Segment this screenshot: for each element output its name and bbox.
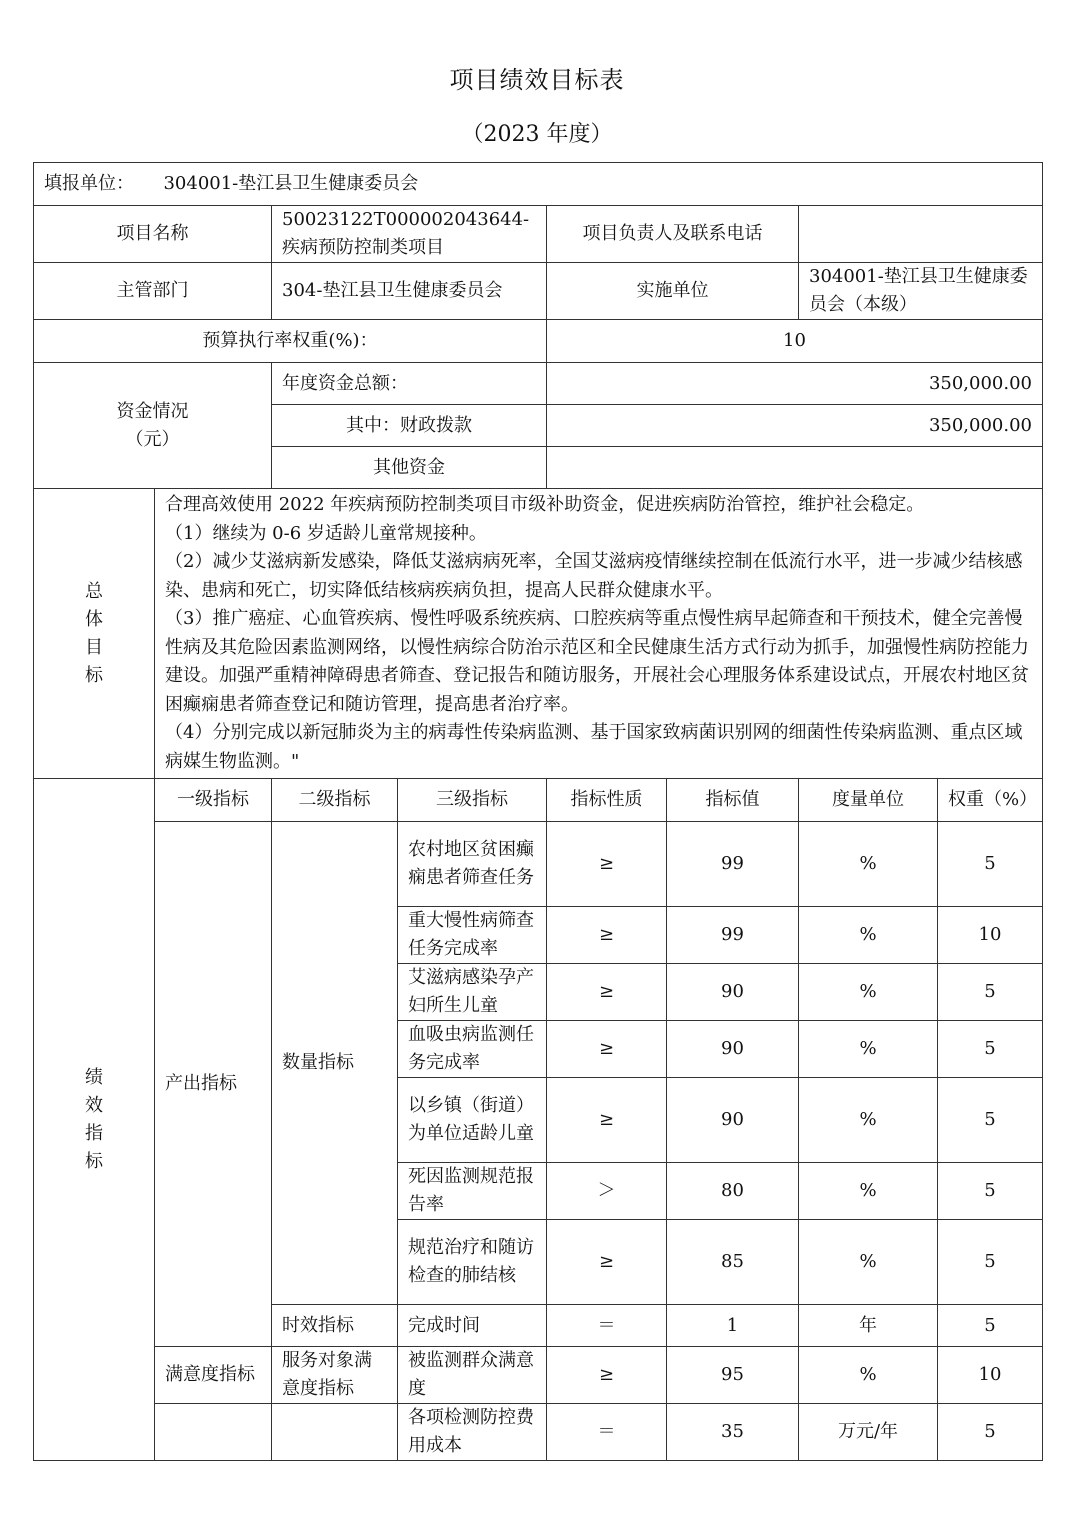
level2-last bbox=[272, 1404, 398, 1461]
indicator-unit: 年 bbox=[799, 1305, 938, 1347]
indicator-value: 99 bbox=[667, 907, 799, 964]
indicator-unit: % bbox=[799, 1347, 938, 1404]
level1-last bbox=[155, 1404, 272, 1461]
indicator-name: 以乡镇（街道）为单位适龄儿童 bbox=[398, 1078, 547, 1163]
indicator-nature: ≥ bbox=[547, 1220, 667, 1305]
performance-indicator-label: 绩 效 指 标 bbox=[34, 779, 155, 1461]
goal-paragraph: （2）减少艾滋病新发感染，降低艾滋病病死率，全国艾滋病疫情继续控制在低流行水平，进一步减少结核感染、患病和死亡，切实降低结核病疾病负担，提高人民群众健康水平。 bbox=[165, 551, 1023, 601]
indicator-nature: ≥ bbox=[547, 1078, 667, 1163]
indicator-weight: 5 bbox=[938, 822, 1043, 907]
header-level3: 三级指标 bbox=[398, 779, 547, 822]
indicator-value: 90 bbox=[667, 964, 799, 1021]
page-title: 项目绩效目标表 bbox=[449, 66, 625, 94]
fund-total-value: 350,000.00 bbox=[547, 363, 1043, 405]
fund-other-value bbox=[547, 447, 1043, 489]
department-label: 主管部门 bbox=[34, 263, 272, 320]
indicator-unit: % bbox=[799, 822, 938, 907]
indicator-unit: % bbox=[799, 907, 938, 964]
indicator-value: 35 bbox=[667, 1404, 799, 1461]
fund-unit: （元） bbox=[125, 428, 180, 450]
indicator-nature: ≥ bbox=[547, 907, 667, 964]
contact-label: 项目负责人及联系电话 bbox=[547, 206, 799, 263]
level1-output: 产出指标 bbox=[155, 822, 272, 1347]
indicator-name: 重大慢性病筛查任务完成率 bbox=[398, 907, 547, 964]
indicator-value: 80 bbox=[667, 1163, 799, 1220]
project-name-label: 项目名称 bbox=[34, 206, 272, 263]
header-weight: 权重（%） bbox=[938, 779, 1043, 822]
indicator-unit: % bbox=[799, 964, 938, 1021]
indicator-weight: 10 bbox=[938, 1347, 1043, 1404]
indicator-name: 血吸虫病监测任务完成率 bbox=[398, 1021, 547, 1078]
indicator-unit: % bbox=[799, 1021, 938, 1078]
indicator-nature: ≥ bbox=[547, 822, 667, 907]
fund-label: 资金情况 bbox=[116, 400, 189, 422]
implementing-unit-value: 304001-垫江县卫生健康委员会（本级） bbox=[799, 263, 1043, 320]
indicator-name: 完成时间 bbox=[398, 1305, 547, 1347]
indicator-name: 规范治疗和随访检查的肺结核 bbox=[398, 1220, 547, 1305]
project-name-value: 50023122T000002043644-疾病预防控制类项目 bbox=[272, 206, 547, 263]
indicator-nature: ＞ bbox=[547, 1163, 667, 1220]
indicator-nature: ≥ bbox=[547, 964, 667, 1021]
indicator-unit: % bbox=[799, 1078, 938, 1163]
indicator-value: 90 bbox=[667, 1021, 799, 1078]
indicator-name: 各项检测防控费用成本 bbox=[398, 1404, 547, 1461]
department-value: 304-垫江县卫生健康委员会 bbox=[272, 263, 547, 320]
reporting-unit-cell bbox=[34, 163, 1043, 206]
indicator-value: 90 bbox=[667, 1078, 799, 1163]
indicator-weight: 5 bbox=[938, 1078, 1043, 1163]
indicator-value: 95 bbox=[667, 1347, 799, 1404]
indicator-value: 1 bbox=[667, 1305, 799, 1347]
indicator-value: 85 bbox=[667, 1220, 799, 1305]
indicator-name: 农村地区贫困癫痫患者筛查任务 bbox=[398, 822, 547, 907]
header-level2: 二级指标 bbox=[272, 779, 398, 822]
indicator-name: 艾滋病感染孕产妇所生儿童 bbox=[398, 964, 547, 1021]
overall-goal-content bbox=[155, 489, 1043, 779]
performance-target-table bbox=[33, 162, 1043, 1461]
indicator-name: 被监测群众满意度 bbox=[398, 1347, 547, 1404]
reporting-unit-label: 填报单位： bbox=[44, 173, 134, 194]
goal-paragraph: 合理高效使用 2022 年疾病预防控制类项目市级补助资金，促进疾病防治管控，维护社会稳定。 bbox=[165, 494, 925, 515]
header-value: 指标值 bbox=[667, 779, 799, 822]
page-subtitle: （2023 年度） bbox=[461, 122, 613, 147]
goal-paragraph: （3）推广癌症、心血管疾病、慢性呼吸系统疾病、口腔疾病等重点慢性病早起筛查和干预技术，健全完善慢性病及其危险因素监测网络，以慢性病综合防治示范区和全民健康生活方式行动为抓手，加强慢性病防控能力建设。加强严重精神障碍患者筛查、登记报告和随访服务，开展社会心理服务体系建设试点，开展农村地区贫困癫痫患者筛查登记和随访管理，提高患者治疗率。 bbox=[165, 608, 1029, 715]
header-nature: 指标性质 bbox=[547, 779, 667, 822]
indicator-nature: ＝ bbox=[547, 1305, 667, 1347]
header-unit: 度量单位 bbox=[799, 779, 938, 822]
goal-paragraph: （1）继续为 0-6 岁适龄儿童常规接种。 bbox=[165, 522, 487, 544]
implementing-unit-label: 实施单位 bbox=[547, 263, 799, 320]
indicator-weight: 5 bbox=[938, 1021, 1043, 1078]
overall-goal-label: 总 体 目 标 bbox=[34, 489, 155, 779]
fund-label-cell bbox=[34, 363, 272, 489]
indicator-nature: ＝ bbox=[547, 1404, 667, 1461]
indicator-weight: 5 bbox=[938, 1404, 1043, 1461]
level2-satisfaction: 服务对象满意度指标 bbox=[272, 1347, 398, 1404]
fund-total-label: 年度资金总额： bbox=[272, 363, 547, 405]
indicator-weight: 10 bbox=[938, 907, 1043, 964]
fund-other-label: 其他资金 bbox=[272, 447, 547, 489]
indicator-value: 99 bbox=[667, 822, 799, 907]
fund-fiscal-value: 350,000.00 bbox=[547, 405, 1043, 447]
level2-time: 时效指标 bbox=[272, 1305, 398, 1347]
indicator-unit: % bbox=[799, 1220, 938, 1305]
reporting-unit-value: 304001-垫江县卫生健康委员会 bbox=[163, 173, 419, 194]
header-level1: 一级指标 bbox=[155, 779, 272, 822]
contact-value bbox=[799, 206, 1043, 263]
indicator-weight: 5 bbox=[938, 1163, 1043, 1220]
indicator-nature: ≥ bbox=[547, 1021, 667, 1078]
indicator-nature: ≥ bbox=[547, 1347, 667, 1404]
indicator-weight: 5 bbox=[938, 964, 1043, 1021]
budget-rate-value: 10 bbox=[547, 320, 1043, 363]
indicator-weight: 5 bbox=[938, 1220, 1043, 1305]
goal-paragraph: （4）分别完成以新冠肺炎为主的病毒性传染病监测、基于国家致病菌识别网的细菌性传染病监测、重点区域病媒生物监测。" bbox=[165, 722, 1023, 772]
indicator-unit: 万元/年 bbox=[799, 1404, 938, 1461]
level1-satisfaction: 满意度指标 bbox=[155, 1347, 272, 1404]
indicator-weight: 5 bbox=[938, 1305, 1043, 1347]
level2-quantity: 数量指标 bbox=[272, 822, 398, 1305]
fund-fiscal-label: 其中：财政拨款 bbox=[272, 405, 547, 447]
budget-rate-label: 预算执行率权重(%)： bbox=[34, 320, 547, 363]
indicator-name: 死因监测规范报告率 bbox=[398, 1163, 547, 1220]
indicator-unit: % bbox=[799, 1163, 938, 1220]
